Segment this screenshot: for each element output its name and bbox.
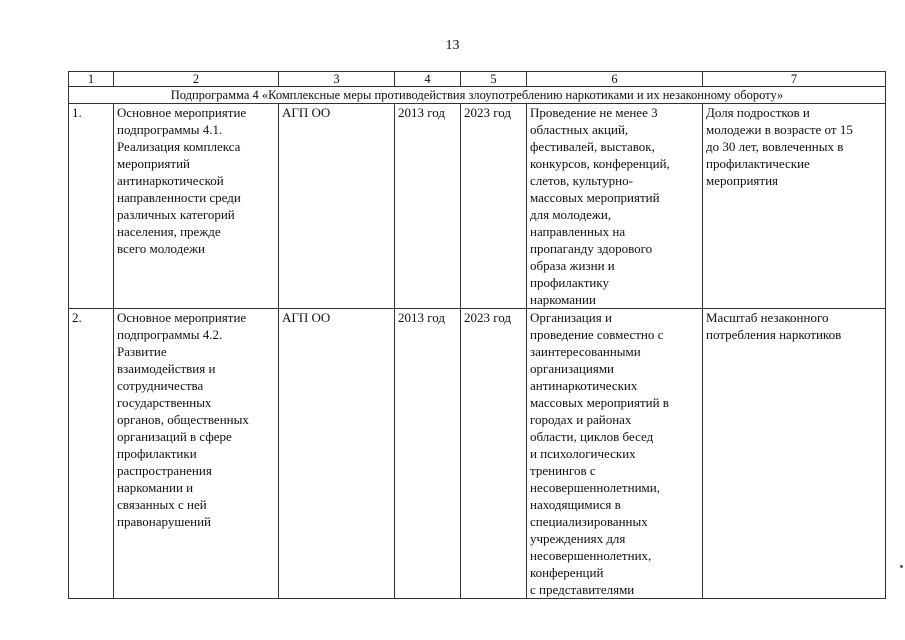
start-year-cell: 2013 год xyxy=(395,309,461,599)
result-cell: Организация и проведение совместно с заинтересованными организациями антинаркотических массовых мероприятий в городах и районах области, циклов бесед и психологических тренингов с несовершеннолетними, находящимися в специализированных учреждениях для несовершеннолетних, конференций с представителями xyxy=(527,309,703,599)
column-header: 1 xyxy=(69,72,114,87)
column-header-row xyxy=(69,72,886,87)
row-number: 1. xyxy=(69,104,114,309)
column-header: 6 xyxy=(527,72,703,87)
indicator-cell: Доля подростков и молодежи в возрасте от 15 до 30 лет, вовлеченных в профилактические мероприятия xyxy=(703,104,886,309)
measures-table xyxy=(68,71,886,599)
end-year-cell: 2023 год xyxy=(461,104,527,309)
indicator-cell: Масштаб незаконного потребления наркотиков xyxy=(703,309,886,599)
activity-cell: Основное мероприятие подпрограммы 4.1. Реализация комплекса мероприятий антинаркотической направленности среди различных категорий населения, прежде всего молодежи xyxy=(114,104,279,309)
subprogram-row xyxy=(69,87,886,104)
column-header: 4 xyxy=(395,72,461,87)
table-row xyxy=(69,104,886,309)
column-header: 7 xyxy=(703,72,886,87)
start-year-cell: 2013 год xyxy=(395,104,461,309)
result-cell: Проведение не менее 3 областных акций, фестивалей, выставок, конкурсов, конференций, слетов, культурно- массовых мероприятий для молодежи, направленных на пропаганду здорового образа жизни и профилактику наркомании xyxy=(527,104,703,309)
executor-cell: АГП ОО xyxy=(279,104,395,309)
column-header: 5 xyxy=(461,72,527,87)
end-year-cell: 2023 год xyxy=(461,309,527,599)
scan-speck xyxy=(900,565,903,568)
executor-cell: АГП ОО xyxy=(279,309,395,599)
page-number: 13 xyxy=(445,38,460,53)
table-row xyxy=(69,309,886,599)
column-header: 3 xyxy=(279,72,395,87)
row-number: 2. xyxy=(69,309,114,599)
column-header: 2 xyxy=(114,72,279,87)
activity-cell: Основное мероприятие подпрограммы 4.2. Развитие взаимодействия и сотрудничества государственных органов, общественных организаций в сфере профилактики распространения наркомании и связанных с ней правонарушений xyxy=(114,309,279,599)
subprogram-title: Подпрограмма 4 «Комплексные меры противодействия злоупотреблению наркотиками и их незаконному обороту» xyxy=(69,87,886,104)
